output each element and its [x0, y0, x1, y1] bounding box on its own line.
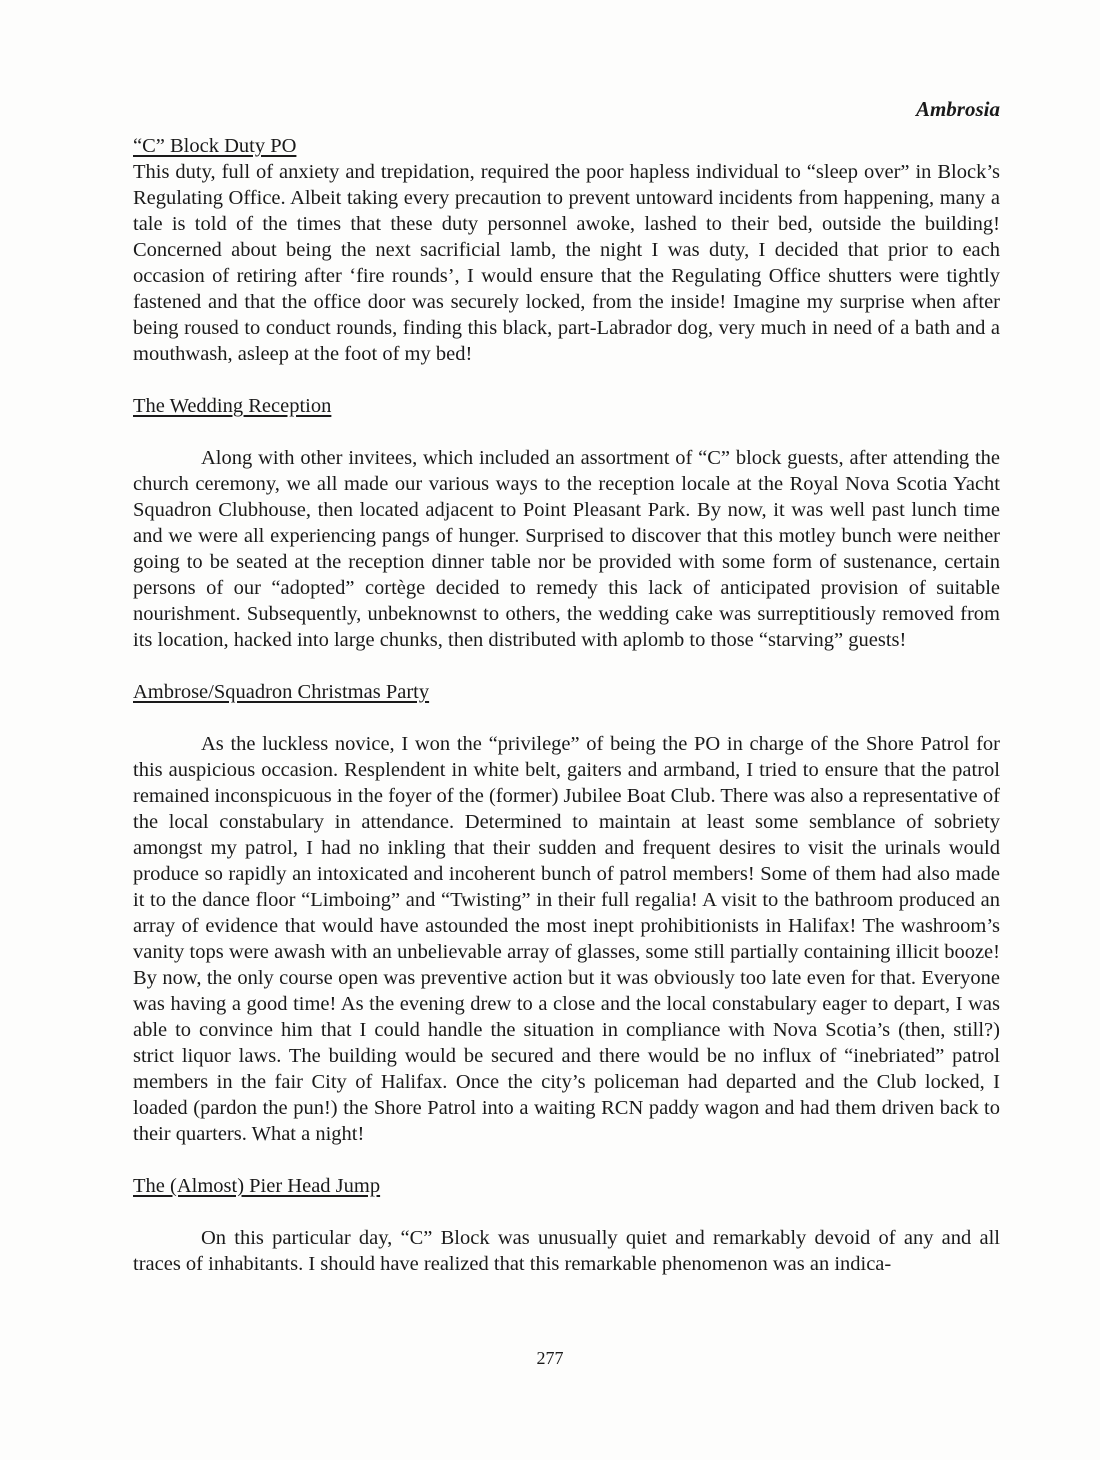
section-heading-c-block-duty-po: “C” Block Duty PO	[133, 135, 297, 157]
section-spacer	[133, 705, 1000, 731]
section-heading-wedding-reception: The Wedding Reception	[133, 395, 332, 417]
section-paragraph-c-block-duty-po: This duty, full of anxiety and trepidation, required the poor hapless individual to “sleep over” in Block’s Regulating Office. Albeit taking every precaution to prevent untoward incidents from happening, many a tale is told of the times that these duty personnel awoke, lashed to their bed, outside the building! Concerned about being the next sacrificial lamb, the night I was duty, I decided that prior to each occasion of retiring after ‘fire rounds’, I would ensure that the Regulating Office shutters were tightly fastened and that the office door was securely locked, from the inside! Imagine my surprise when after being roused to conduct rounds, finding this black, part-Labrador dog, very much in need of a bath and a mouthwash, asleep at the foot of my bed!	[133, 161, 1000, 365]
section-spacer	[133, 1147, 1000, 1173]
section-heading-christmas-party: Ambrose/Squadron Christmas Party	[133, 681, 430, 703]
section-spacer	[133, 419, 1000, 445]
section-spacer	[133, 653, 1000, 679]
section-paragraph-wedding-reception: Along with other invitees, which included an assortment of “C” block guests, after attending the church ceremony, we all made our various ways to the reception locale at the Royal Nova Scotia Yacht Squadron Clubhouse, then located adjacent to Point Pleasant Park. By now, it was well past lunch time and we were all experiencing pangs of hunger. Surprised to discover that this motley bunch were neither going to be seated at the reception dinner table nor be provided with some form of sustenance, certain persons of our “adopted” cortège decided to remedy this lack of anticipated provision of suitable nourishment. Subsequently, unbeknownst to others, the wedding cake was surreptitiously removed from its location, hacked into large chunks, then distributed with aplomb to those “starving” guests!	[133, 447, 1000, 651]
section-heading-pier-head-jump: The (Almost) Pier Head Jump	[133, 1175, 381, 1197]
section-spacer	[133, 367, 1000, 393]
page-number: 277	[536, 1348, 564, 1368]
section-paragraph-christmas-party: As the luckless novice, I won the “privilege” of being the PO in charge of the Shore Patrol for this auspicious occasion. Resplendent in white belt, gaiters and armband, I tried to ensure that the patrol remained inconspicuous in the foyer of the (former) Jubilee Boat Club. There was also a representative of the local constabulary in attendance. Determined to maintain at least some semblance of sobriety amongst my patrol, I had no inkling that their sudden and frequent desires to visit the urinals would produce so rapidly an intoxicated and incoherent bunch of patrol members! Some of them had also made it to the dance floor “Limboing” and “Twisting” in their full regalia! A visit to the bathroom produced an array of evidence that would have astounded the most inept prohibitionists in Halifax! The washroom’s vanity tops were awash with an unbelievable array of glasses, some still partially containing illicit booze! By now, the only course open was preventive action but it was obviously too late even for that. Everyone was having a good time! As the evening drew to a close and the local constabulary eager to depart, I was able to convince him that I could handle the situation in compliance with Nova Scotia’s (then, still?) strict liquor laws. The building would be secured and there would be no influx of “inebriated” patrol members in the fair City of Halifax. Once the city’s policeman had departed and the Club locked, I loaded (pardon the pun!) the Shore Patrol into a waiting RCN paddy wagon and had them driven back to their quarters. What a night!	[133, 733, 1000, 1145]
section-paragraph-pier-head-jump: On this particular day, “C” Block was unusually quiet and remarkably devoid of any and all traces of inhabitants. I should have realized that this remarkable phenomenon was an indica-	[133, 1227, 1000, 1275]
running-head: Ambrosia	[915, 97, 1000, 121]
page-body	[133, 133, 1000, 1277]
section-spacer	[133, 1199, 1000, 1225]
